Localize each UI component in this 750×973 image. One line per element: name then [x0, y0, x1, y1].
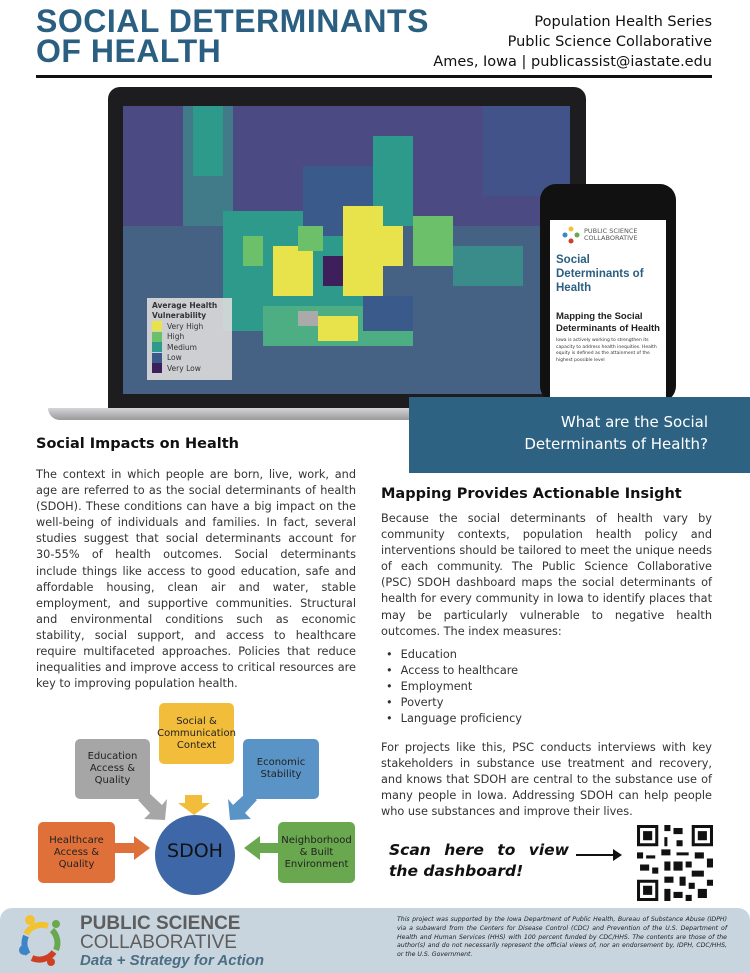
divider — [36, 75, 712, 78]
index-measures-list — [386, 647, 522, 727]
footer-logo-text — [80, 914, 264, 970]
arrow-healthcare — [114, 836, 150, 860]
org-name: Public Science Collaborative — [507, 34, 712, 50]
legend-swatch — [152, 353, 162, 363]
legend-item — [152, 353, 227, 364]
legend-swatch — [152, 321, 162, 331]
section-heading: Mapping Provides Actionable Insight — [381, 486, 682, 502]
psc-logo-icon — [562, 226, 580, 244]
phone-body: Iowa is actively working to strengthen its capacity to address health inequities. Health equity is defined as the attainment of the highest possible level — [556, 338, 657, 363]
arrow-social — [178, 795, 210, 815]
list-item: • Poverty — [386, 695, 522, 711]
legend-item — [152, 332, 227, 343]
psc-logo-icon — [16, 914, 66, 968]
section-body: For projects like this, PSC conducts interviews with key stakeholders in substance use treatment and recovery, and knows that SDOH are central to the substance use of many people in Iowa. Addressing SDOH can help people who use substances and improve their lives. — [381, 741, 712, 819]
scan-prompt: Scan here to view the dashboard! — [389, 841, 569, 880]
logo-text: COLLABORATIVE — [80, 932, 237, 953]
box-neighborhood: Neighborhood & Built Environment — [278, 822, 355, 883]
legend-swatch — [152, 342, 162, 352]
phone-subtitle: Mapping the Social Determinants of Health — [556, 311, 660, 334]
logo-text: COLLABORATIVE — [584, 234, 638, 242]
title-line: OF HEALTH — [36, 33, 222, 69]
phone-screen — [550, 220, 666, 397]
legend-item — [152, 342, 227, 353]
callout-box — [409, 397, 750, 473]
list-item: • Language proficiency — [386, 711, 522, 727]
list-item: • Access to healthcare — [386, 663, 522, 679]
callout-text: What are the Social — [560, 413, 708, 431]
section-body: Because the social determinants of health vary by community contexts, population health policy and interventions should be tailored to meet the unique needs of each community. The Public Science Collaborative (PSC) SDOH dashboard maps the social determinants of health for every community in Iowa to identify places that may be particularly vulnerable to negative health outcomes. The index measures: — [381, 512, 712, 638]
box-healthcare: Healthcare Access & Quality — [38, 822, 115, 883]
list-item: • Employment — [386, 679, 522, 695]
logo-text: PUBLIC SCIENCE — [584, 227, 638, 235]
section-heading: Social Impacts on Health — [36, 436, 239, 452]
page-title — [36, 3, 429, 69]
list-item: • Education — [386, 647, 522, 663]
callout-text: Determinants of Health? — [524, 435, 708, 453]
legend-swatch — [152, 363, 162, 373]
legend-label: Medium — [167, 342, 197, 352]
section-body: The context in which people are born, live, work, and age are referred to as the social determinants of health (SDOH). These conditions can have a big impact on the well-being of individuals and families. In fact, several studies suggest that social determinants account for 30-55% of health outcomes. Social determinants include things like access to good education, safe and affordable housing, clean air and water, stable employment, and supportive communities. Structural and environmental conditions such as economic stability, social support, and access to healthcare require multifaceted approaches. Policies that reduce inequalities and improve access to critical resources are key to improving population health. — [36, 468, 356, 691]
box-economic: Economic Stability — [243, 739, 319, 799]
sdoh-label: SDOH — [167, 840, 223, 862]
legend-item — [152, 321, 227, 332]
legend-label: Very High — [167, 321, 204, 331]
map-legend — [147, 298, 232, 380]
legend-label: High — [167, 332, 185, 342]
phone-title: Social Determinants of Health — [556, 254, 644, 294]
series-name: Population Health Series — [534, 14, 712, 30]
legend-title: Average Health — [152, 301, 218, 310]
logo-tagline: Data + Strategy for Action — [80, 952, 265, 969]
funding-note: This project was supported by the Iowa Department of Public Health, Bureau of Substance Abuse (IDPH) via a subaward from the Centers for Disease Control (CDC) and Prevention of the U.S. Department of Health and Human Services (HHS) with 100 percent funded by CDC/HHS. The contents are those of the author(s) and do not necessarily represent the official views of, nor an endorsement by, IDPH, CDC/HHS, or the U.S. Government. — [397, 916, 727, 959]
legend-title: Vulnerability — [152, 311, 207, 320]
title-line: SOCIAL DETERMINANTS — [36, 3, 429, 39]
legend-item — [152, 363, 227, 374]
arrow-neighborhood — [244, 836, 280, 860]
phone-logo — [562, 226, 660, 244]
legend-label: Very Low — [167, 363, 201, 373]
legend-swatch — [152, 332, 162, 342]
qr-code[interactable] — [637, 825, 713, 901]
legend-label: Low — [167, 353, 182, 363]
box-education: Education Access & Quality — [75, 739, 150, 799]
box-social: Social & Communication Context — [159, 703, 234, 764]
header-info — [433, 12, 712, 72]
contact: Ames, Iowa | publicassist@iastate.edu — [433, 54, 712, 70]
logo-text: PUBLIC SCIENCE — [80, 913, 241, 934]
arrow-right-icon — [576, 854, 620, 856]
sdoh-diagram — [30, 695, 360, 900]
